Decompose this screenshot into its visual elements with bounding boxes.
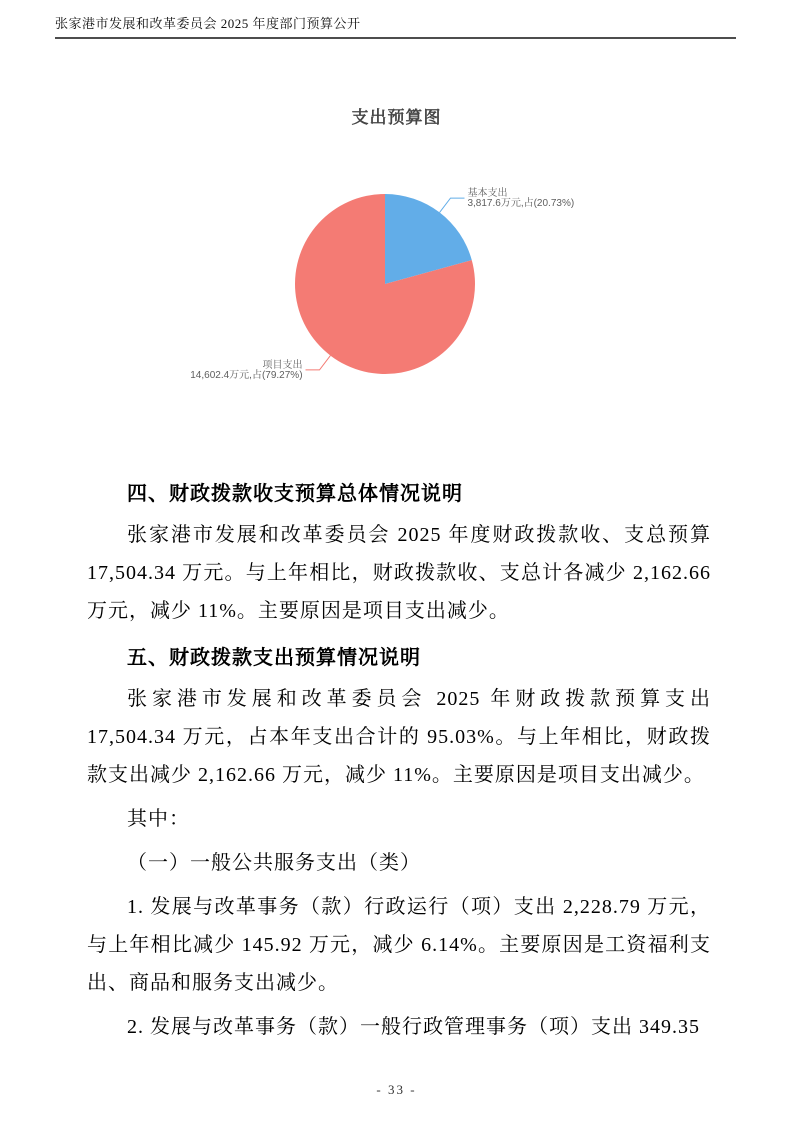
paragraph: （一）一般公共服务支出（类） — [127, 852, 421, 874]
expenditure-pie-chart — [0, 170, 793, 410]
section-heading: 五、财政拨款支出预算情况说明 — [127, 647, 421, 669]
pie-label-value-1: 14,602.4万元,占(79.27%) — [190, 369, 303, 381]
paragraph: 其中： — [127, 808, 190, 830]
page-number: - 33 - — [376, 1082, 417, 1097]
paragraph: 张家港市发展和改革委员会 2025 年度财政拨款收、支总预算 17,504.34 万元。与上年相比，财政拨款收、支总计各减少 2,162.66 万元，减少 11%。主要原因是项目支出减少。 — [87, 524, 711, 622]
paragraph: 1. 发展与改革事务（款）行政运行（项）支出 2,228.79 万元，与上年相比减少 145.92 万元，减少 6.14%。主要原因是工资福利支出、商品和服务支出减少。 — [87, 896, 711, 994]
chart-title: 支出预算图 — [351, 108, 442, 127]
paragraph: 2. 发展与改革事务（款）一般行政管理事务（项）支出 349.35 — [127, 1016, 700, 1038]
pie-label-value-0: 3,817.6万元,占(20.73%) — [467, 198, 575, 210]
document-body — [87, 472, 711, 1052]
pie-label-name-1: 项目支出 — [262, 359, 303, 371]
page-header: 张家港市发展和改革委员会 2025 年度部门预算公开 — [55, 13, 736, 39]
pie-label-name-0: 基本支出 — [467, 188, 508, 200]
paragraph: 张家港市发展和改革委员会 2025 年财政拨款预算支出 17,504.34 万元，占本年支出合计的 95.03%。与上年相比，财政拨款支出减少 2,162.66 万元，减少 11%。主要原因是项目支出减少。 — [87, 688, 711, 786]
pie-label-line-1 — [306, 356, 331, 370]
section-heading: 四、财政拨款收支预算总体情况说明 — [127, 483, 463, 505]
pie-label-line-0 — [440, 198, 465, 212]
